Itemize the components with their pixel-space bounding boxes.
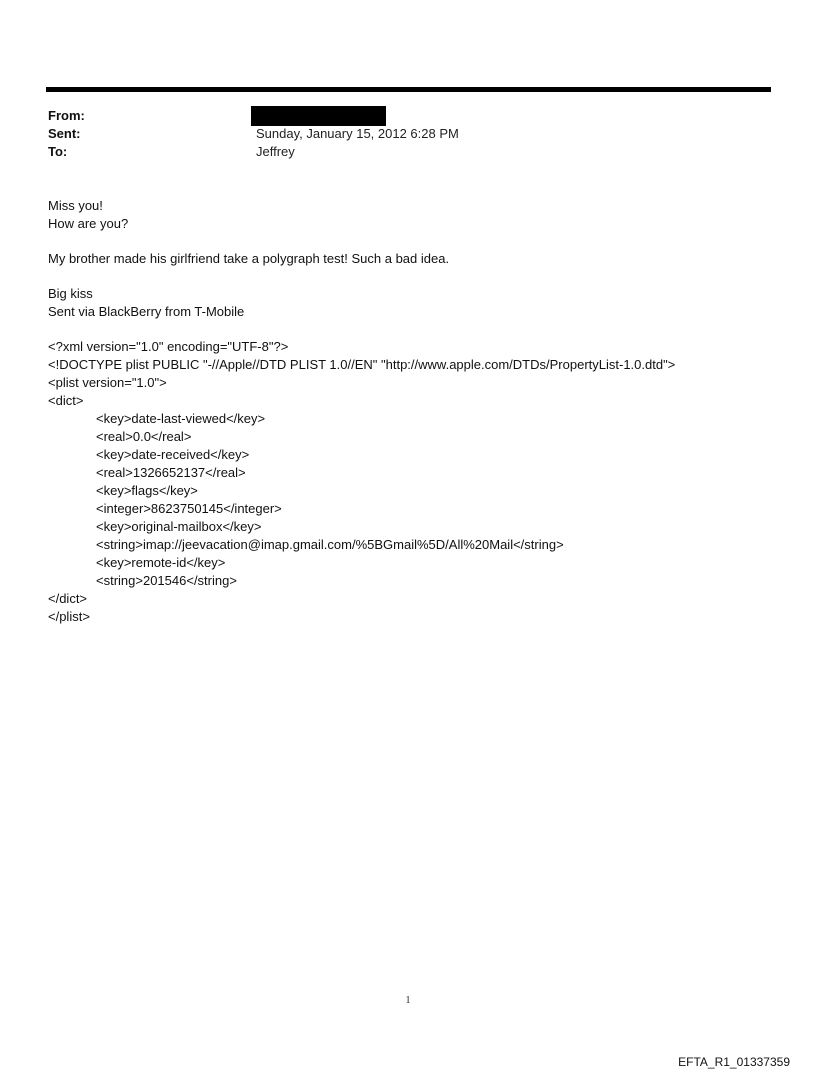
message-line: Miss you! [48,198,103,213]
header-divider [46,87,771,92]
to-value: Jeffrey [256,144,295,159]
plist-xml-declaration: <?xml version="1.0" encoding="UTF-8"?> [48,339,289,354]
sent-value: Sunday, January 15, 2012 6:28 PM [256,126,459,141]
plist-entry: <key>date-received</key> [96,447,250,462]
plist-close-tag: </plist> [48,609,90,624]
redaction-box [251,106,386,126]
plist-entry: <integer>8623750145</integer> [96,501,282,516]
plist-entry: <key>original-mailbox</key> [96,519,262,534]
message-line: How are you? [48,216,129,231]
to-row [48,143,768,161]
plist-entry: <real>1326652137</real> [96,465,246,480]
plist-doctype: <!DOCTYPE plist PUBLIC "-//Apple//DTD PLIST 1.0//EN" "http://www.apple.com/DTDs/PropertyList-1.0.dtd"> [48,357,676,372]
message-paragraph: My brother made his girlfriend take a polygraph test! Such a bad idea. [48,251,450,266]
message-closing: Big kiss [48,286,93,301]
to-label: To: [48,144,68,159]
plist-entry: <string>imap://jeevacation@imap.gmail.com/%5BGmail%5D/All%20Mail</string> [96,537,564,552]
bates-number: EFTA_R1_01337359 [678,1055,790,1069]
plist-entry: <key>remote-id</key> [96,555,226,570]
plist-entry: <string>201546</string> [96,573,237,588]
message-signature: Sent via BlackBerry from T-Mobile [48,304,245,319]
sent-row [48,125,768,143]
plist-open-tag: <plist version="1.0"> [48,375,167,390]
dict-close-tag: </dict> [48,591,88,606]
from-label: From: [48,108,85,123]
plist-entry: <key>flags</key> [96,483,198,498]
email-header [48,107,768,161]
from-row [48,107,768,125]
page-number: 1 [405,995,411,1006]
plist-entry: <real>0.0</real> [96,429,192,444]
plist-entry: <key>date-last-viewed</key> [96,411,266,426]
email-body [48,197,768,626]
sent-label: Sent: [48,126,81,141]
dict-open-tag: <dict> [48,393,84,408]
